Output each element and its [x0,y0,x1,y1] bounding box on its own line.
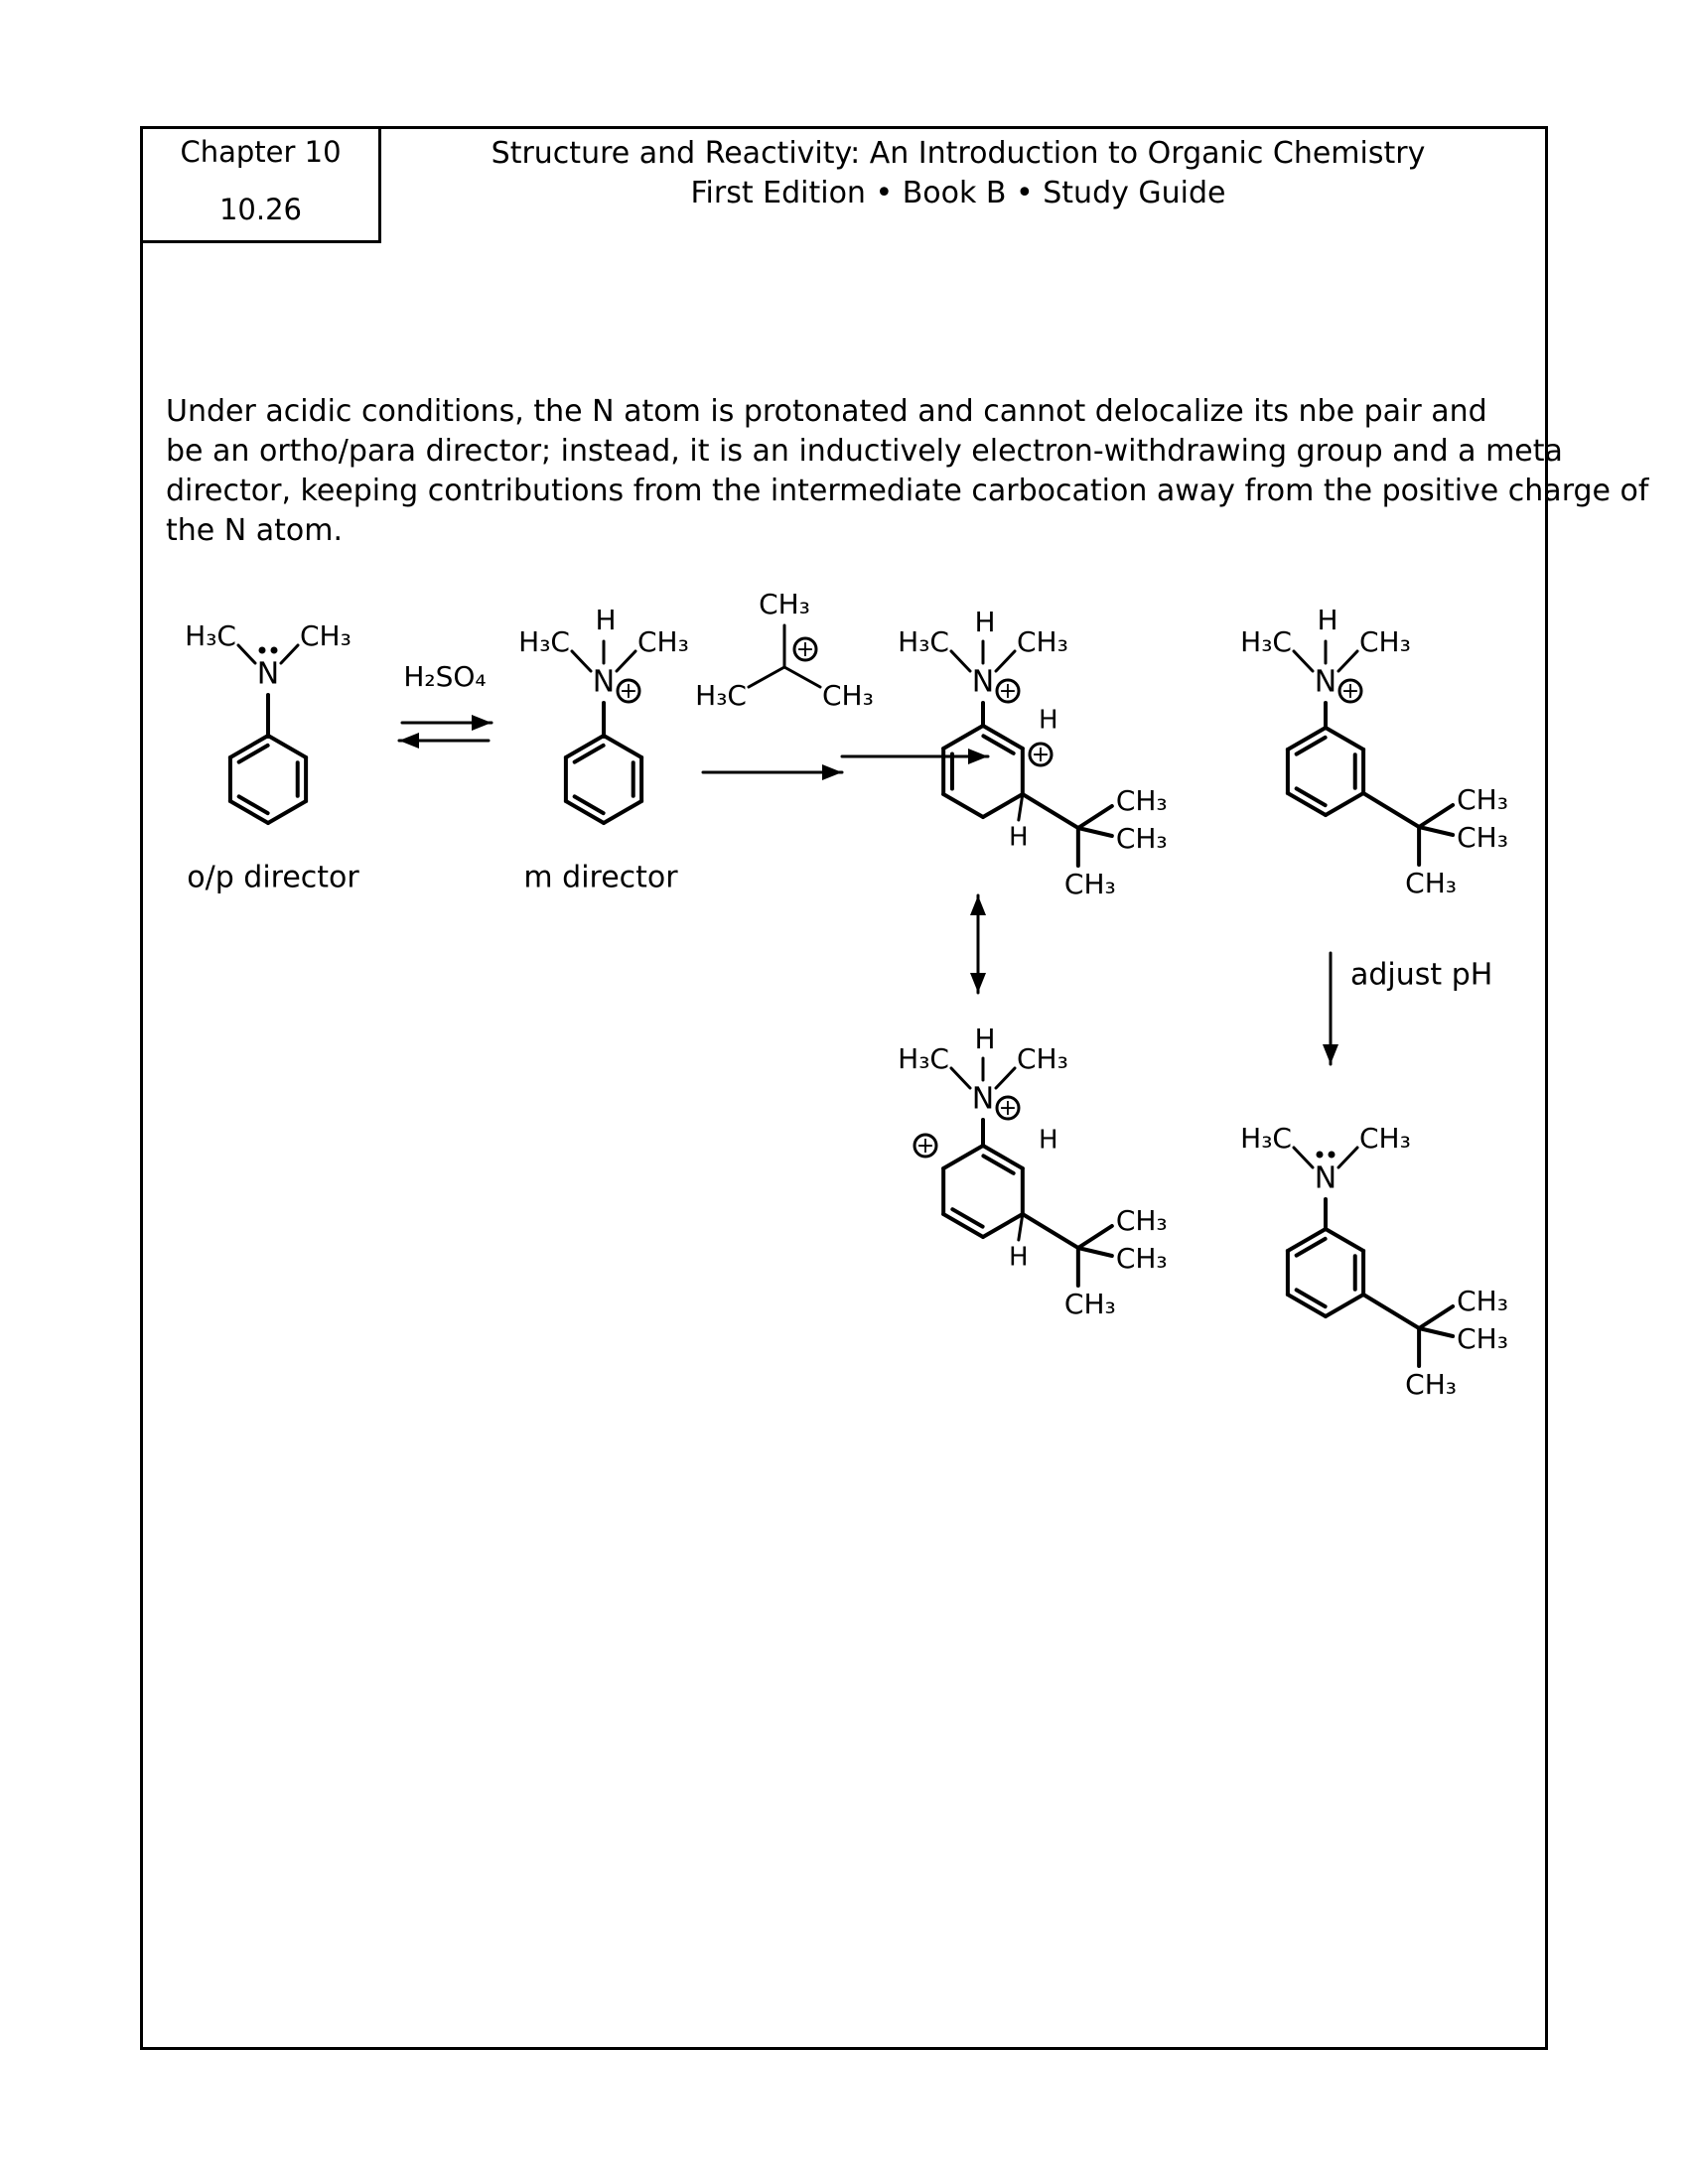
methyl-label: H₃C [898,1042,949,1075]
label-op-director: o/p director [187,860,359,895]
arrowhead-icon [970,895,986,915]
methyl-label: CH₃ [1017,1042,1068,1075]
lone-pair-dot [271,647,278,654]
methyl-label: H₃C [518,625,570,658]
n-methyl-bond [617,651,635,671]
n-methyl-bond [1338,651,1357,671]
methyl-label: CH₃ [1115,784,1168,817]
methyl-label: CH₃ [1359,1122,1411,1155]
nitrogen-atom: N [592,664,616,700]
ring-bond [943,726,983,749]
methyl-label: CH₃ [822,679,874,712]
positive-charge-sign: + [998,1096,1018,1121]
tbutyl-bond [1023,794,1078,828]
hydrogen-label: H [595,604,617,636]
ring-bond [943,794,983,817]
tbutyl-bond [1419,1306,1453,1328]
tbutyl-bond [1419,827,1453,835]
lone-pair-dot [1329,1152,1336,1159]
ring-bond [268,736,306,757]
paragraph-line: director, keeping contributions from the intermediate carbocation away from the positive charge of [166,474,1649,508]
positive-charge-sign: + [619,679,638,704]
tbutyl-bond [1023,1214,1078,1248]
arrowhead-icon [399,733,419,749]
paragraph-line: Under acidic conditions, the N atom is protonated and cannot delocalize its nbe pair and [166,394,1487,429]
n-methyl-bond [951,651,970,671]
chapter-label: Chapter 10 [180,135,342,169]
cation-bond [784,667,820,687]
positive-charge-sign: + [915,1134,935,1159]
methyl-label: CH₃ [759,588,810,620]
methyl-label: H₃C [898,625,949,658]
cation-bond [749,667,784,687]
methyl-label: H₃C [1240,1122,1292,1155]
ring-bond [1326,1295,1363,1316]
n-methyl-bond [572,651,591,671]
tbutyl-bond [1419,805,1453,827]
nitrogen-atom: N [256,656,280,692]
problem-number: 10.26 [218,193,303,226]
tbutyl-bond [1078,1248,1112,1256]
methyl-label: CH₃ [1457,1285,1508,1317]
methyl-label: CH₃ [1405,1368,1458,1401]
hydrogen-label: H [1317,604,1338,636]
hydrogen-label: H [974,1023,996,1055]
methyl-label: CH₃ [1017,625,1068,658]
positive-charge-sign: + [1340,679,1360,704]
nitrogen-atom: N [1314,664,1337,700]
label-m-director: m director [523,860,678,895]
tbutyl-bond [1078,828,1112,836]
n-methyl-bond [996,651,1015,671]
positive-charge-sign: + [1031,743,1051,767]
paragraph-line: be an ortho/para director; instead, it is an inductively electron-withdrawing group and a meta [166,434,1563,469]
ring-bond [604,801,641,823]
methyl-label: CH₃ [1405,867,1458,899]
methyl-label: H₃C [1240,625,1292,658]
positive-charge-sign: + [795,637,815,662]
positive-charge-sign: + [998,679,1018,704]
hydrogen-label: H [974,606,996,638]
n-methyl-bond [1294,651,1313,671]
methyl-label: CH₃ [1115,1204,1168,1237]
methyl-label: H₃C [695,679,747,712]
methyl-label: CH₃ [1115,1242,1168,1275]
ring-bond [268,801,306,823]
methyl-label: H₃C [185,619,236,652]
n-methyl-bond [281,645,298,663]
tbutyl-bond [1363,1295,1419,1328]
n-methyl-bond [238,645,255,663]
arrowhead-icon [822,764,842,780]
reagent-label: H₂SO₄ [403,660,487,693]
arrowhead-icon [1323,1044,1338,1064]
hydrogen-label: H [1039,705,1058,736]
ring-bond [1326,793,1363,815]
adjust-ph-label: adjust pH [1350,957,1493,993]
tbutyl-bond [1078,1226,1112,1248]
arrowhead-icon [472,715,492,731]
lone-pair-dot [259,647,266,654]
lone-pair-dot [1317,1152,1324,1159]
ring-bond [1326,1229,1363,1251]
n-methyl-bond [1338,1148,1357,1167]
arrowhead-icon [968,749,988,764]
methyl-label: CH₃ [637,625,689,658]
ring-bond [1326,728,1363,750]
methyl-label: CH₃ [1063,1288,1116,1320]
paragraph-line: the N atom. [166,513,344,548]
n-methyl-bond [1294,1148,1313,1167]
tbutyl-bond [1363,793,1419,827]
methyl-label: CH₃ [1063,868,1116,900]
nitrogen-atom: N [971,664,995,700]
nitrogen-atom: N [1314,1160,1337,1196]
methyl-label: CH₃ [1457,1322,1508,1355]
ring-bond [943,1146,983,1168]
hydrogen-label: H [1009,822,1029,853]
nitrogen-atom: N [971,1081,995,1117]
ring-bond [983,1214,1023,1237]
book-title: Structure and Reactivity: An Introduction to Organic Chemistry [491,136,1426,171]
methyl-label: CH₃ [1457,783,1508,816]
methyl-label: CH₃ [300,619,352,652]
tbutyl-bond [1078,806,1112,828]
methyl-label: CH₃ [1115,822,1168,855]
tbutyl-bond [1419,1328,1453,1336]
n-methyl-bond [996,1068,1015,1088]
ring-bond [983,794,1023,817]
hydrogen-label: H [1039,1125,1058,1156]
arrowhead-icon [970,973,986,993]
n-methyl-bond [951,1068,970,1088]
ring-bond [604,736,641,757]
hydrogen-label: H [1009,1242,1029,1273]
methyl-label: CH₃ [1359,625,1411,658]
methyl-label: CH₃ [1457,821,1508,854]
book-subtitle: First Edition • Book B • Study Guide [690,176,1226,210]
